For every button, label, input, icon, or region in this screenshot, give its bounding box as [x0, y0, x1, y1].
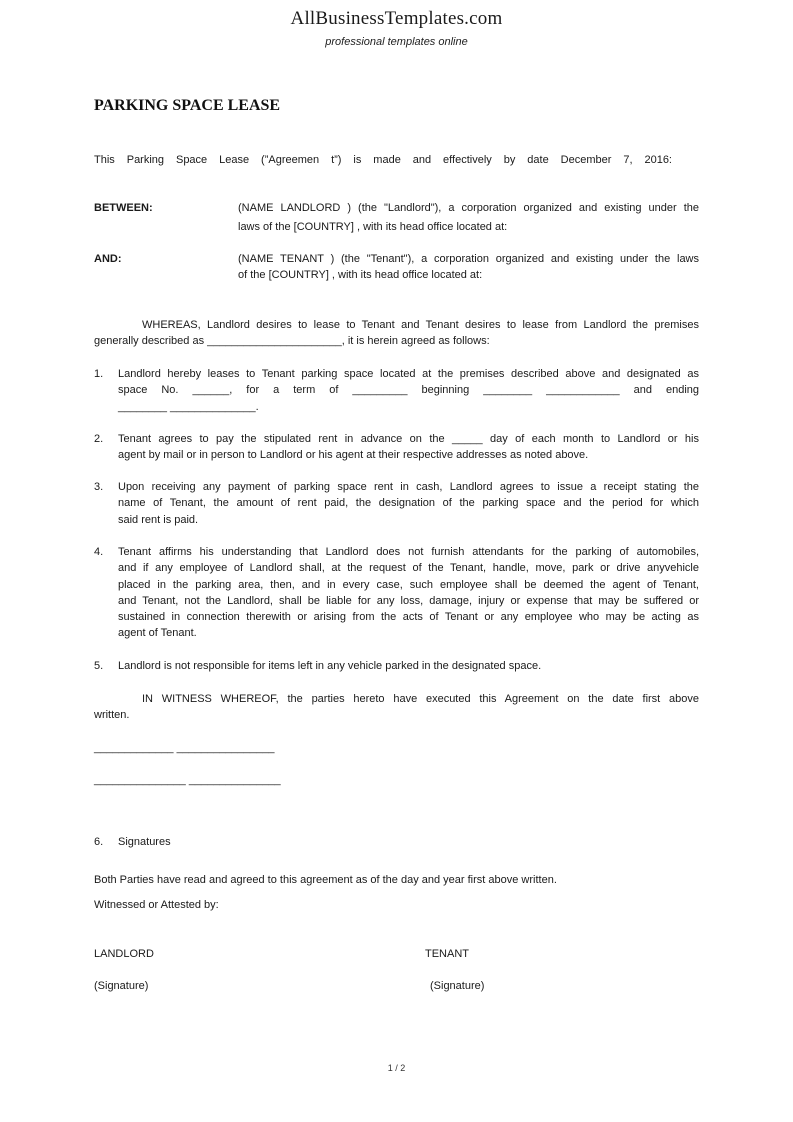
between-line-2: laws of the [COUNTRY] , with its head office located at:	[238, 221, 508, 233]
clause-line: ________ ______________.	[118, 400, 259, 413]
brand-name: AllBusinessTemplates.com	[290, 8, 503, 29]
landlord-signature: (Signature)	[94, 980, 149, 992]
witnessed-text: Witnessed or Attested by:	[94, 899, 219, 911]
clause-line: agent of Tenant.	[118, 627, 197, 640]
clause-line: and if any employee of Landlord shall, at the request of the Tenant, handle, move, park or drive anyvehicle	[118, 562, 699, 575]
both-parties-text: Both Parties have read and agreed to this agreement as of the day and year first above written.	[94, 874, 557, 886]
clause-4	[118, 544, 699, 642]
clause-1	[118, 366, 699, 415]
clause-number: 4.	[94, 546, 104, 558]
clause-number: 2.	[94, 433, 104, 445]
clause-number: 5.	[94, 660, 104, 672]
clause-number: 3.	[94, 481, 104, 493]
brand-header	[0, 8, 793, 48]
clause-line: Upon receiving any payment of parking space rent in cash, Landlord agrees to issue a receipt stating the	[118, 481, 699, 493]
clause-line: Tenant affirms his understanding that Landlord does not furnish attendants for the parking of automobiles,	[118, 546, 699, 558]
witness-line-1: IN WITNESS WHEREOF, the parties hereto have executed this Agreement on the date first above	[142, 693, 699, 705]
clause-number: 1.	[94, 368, 104, 380]
witness-line-2: written.	[94, 709, 130, 721]
intro-text: This Parking Space Lease (”Agreemen t”) is made and effectively by date December 7, 2016:	[94, 154, 672, 166]
whereas-line-1: WHEREAS, Landlord desires to lease to Tenant and Tenant desires to lease from Landlord the premises	[142, 319, 699, 331]
between-label: BETWEEN:	[94, 202, 153, 214]
clause-line: Landlord is not responsible for items left in any vehicle parked in the designated space.	[118, 660, 542, 672]
clause-line: Landlord hereby leases to Tenant parking space located at the premises described above and designated as	[118, 368, 699, 380]
landlord-label: LANDLORD	[94, 948, 154, 960]
tenant-label: TENANT	[425, 948, 469, 960]
and-line-2: of the [COUNTRY] , with its head office located at:	[238, 269, 483, 281]
clause-line: placed in the parking area, then, and in every case, such employee shall be deemed the agent of Tenant,	[118, 578, 699, 591]
page-number: 1 / 2	[387, 1063, 406, 1073]
signatures-number: 6.	[94, 836, 104, 848]
clause-line: said rent is paid.	[118, 513, 199, 526]
clause-line: space No. ______, for a term of _________ beginning ________ ____________ and ending	[118, 384, 699, 397]
clause-line: agent by mail or in person to Landlord or his agent at their respective addresses as noted above.	[118, 449, 589, 462]
document-title: PARKING SPACE LEASE	[94, 97, 281, 114]
and-line-1: (NAME TENANT ) (the "Tenant"), a corporation organized and existing under the laws	[238, 253, 699, 265]
tenant-signature: (Signature)	[430, 980, 485, 992]
clause-line: Tenant agrees to pay the stipulated rent in advance on the _____ day of each month to Landlord or his	[118, 433, 699, 445]
blank-line: _______________ _______________	[94, 774, 281, 786]
clause-line: sustained in connection therewith or arising from the acts of Tenant or any employee who may be acting as	[118, 611, 699, 624]
clause-line: name of Tenant, the amount of rent paid, the designation of the parking space and the period for which	[118, 497, 699, 510]
clause-line: and Tenant, not the Landlord, shall be liable for any loss, damage, injury or expense that may be suffered or	[118, 594, 699, 607]
brand-tagline: professional templates online	[325, 36, 468, 48]
blank-line: _____________ ________________	[94, 742, 275, 754]
clause-5	[118, 658, 699, 674]
clause-3	[118, 479, 699, 528]
between-line-1: (NAME LANDLORD ) (the "Landlord"), a corporation organized and existing under the	[238, 202, 699, 214]
clause-2	[118, 431, 699, 464]
and-label: AND:	[94, 253, 122, 265]
whereas-line-2: generally described as ______________________, it is herein agreed as follows:	[94, 335, 490, 347]
signatures-heading: Signatures	[118, 836, 171, 848]
